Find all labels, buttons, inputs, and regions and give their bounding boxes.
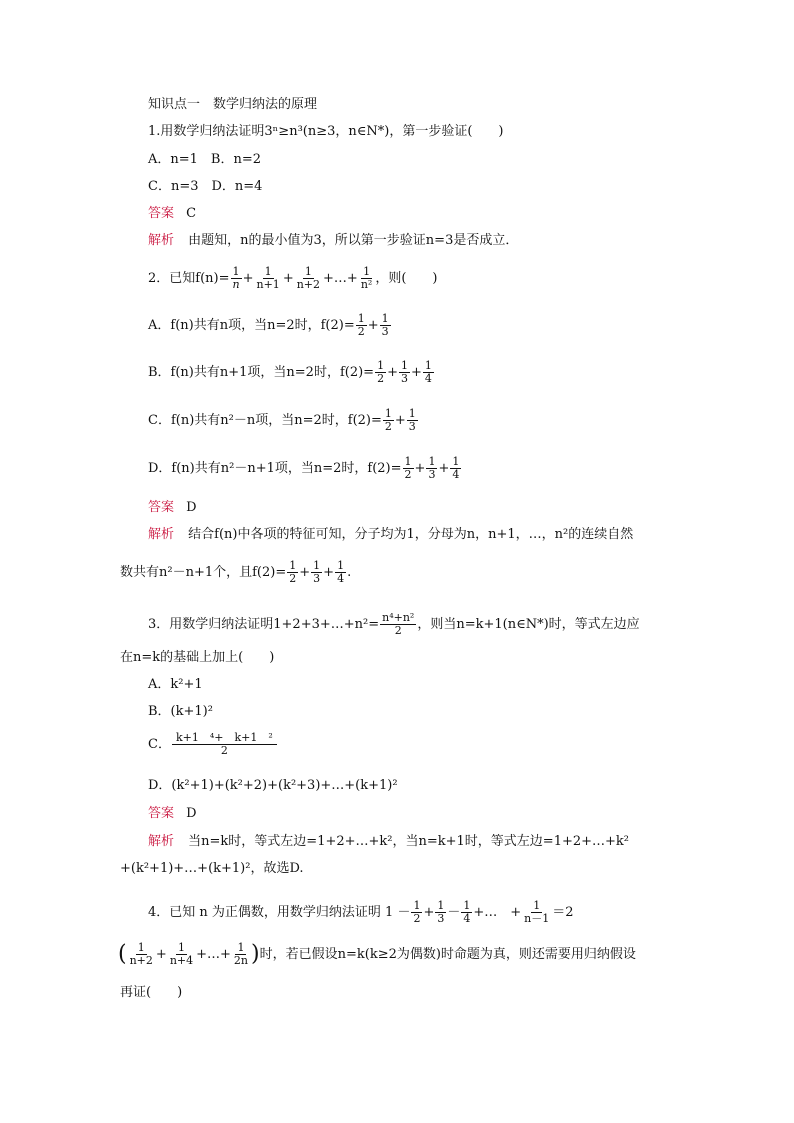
q3-option-b: B．(k+1)² xyxy=(148,704,213,719)
q3-option-d: D．(k²+1)+(k²+2)+(k²+3)+…+(k+1)² xyxy=(148,778,398,793)
q2-answer-label: 答案 xyxy=(148,500,175,515)
q3-analysis-label: 解析 xyxy=(148,834,175,849)
q2-option-c: C．f(n)共有n²－n项，当n=2时，f(2)= $\frac{1}{2}$ + $\frac{1}{3}$ xyxy=(148,407,416,433)
q1-analysis: 由题知，n的最小值为3，所以第一步验证n=3是否成立． xyxy=(188,233,519,248)
q2-analysis-1: 结合f(n)中各项的特征可知，分子均为1，分母为n，n+1，…，n²的连续自然 xyxy=(188,527,634,542)
q2-option-d-text: D．f(n)共有n²－n+1项，当n=2时，f(2)= xyxy=(148,461,402,476)
q3-option-c xyxy=(148,732,278,757)
q4-stem-2: ( $\frac{1}{n+2}$ + $\frac{1}{n+4}$ +…+ $\frac{1}{2n}$ )时，若已假设n=k(k≥2为偶数)时命题为真，则还需要用归纳假设 xyxy=(118,941,636,967)
q3-stem-1-prefix: 3．用数学归纳法证明1+2+3+…+n²= xyxy=(148,617,380,632)
q3-analysis-1: 当n=k时，等式左边=1+2+…+k²，当n=k+1时，等式左边=1+2+…+k² xyxy=(188,834,630,849)
q3-option-c-num: k+1 ⁴+ k+1 ² xyxy=(172,732,277,745)
q1-answer-label: 答案 xyxy=(148,206,175,221)
q1-analysis-label: 解析 xyxy=(148,233,175,248)
q1-stem: 1.用数学归纳法证明3ⁿ≥n³(n≥3，n∈N*)，第一步验证( ) xyxy=(148,124,504,139)
q2-analysis-2-line: 数共有n²－n+1个，且f(2)= $\frac{1}{2}$ + $\frac{1}{3}$ + $\frac{1}{4}$ . xyxy=(120,559,352,585)
q2-analysis-2: 数共有n²－n+1个，且f(2)= xyxy=(120,565,287,580)
q2-option-a-text: A．f(n)共有n项，当n=2时，f(2)= xyxy=(148,318,355,333)
q3-option-a: A．k²+1 xyxy=(148,677,203,692)
q4-stem-1-prefix: 4．已知 n 为正偶数，用数学归纳法证明 1 － xyxy=(148,905,411,920)
q3-analysis-2: +(k²+1)+…+(k+1)²，故选D. xyxy=(120,861,304,876)
q3-option-c-den: 2 xyxy=(220,744,228,757)
q3-option-c-prefix: C． xyxy=(148,737,171,752)
q3-stem-2: 在n=k的基础上加上( ) xyxy=(120,650,275,665)
q3-stem-1-suffix: ，则当n=k+1(n∈N*)时，等式左边应 xyxy=(417,617,640,632)
q1-answer: C xyxy=(186,206,197,221)
q4-stem-3: 再证( ) xyxy=(120,985,183,1000)
q2-option-d: D．f(n)共有n²－n+1项，当n=2时，f(2)= $\frac{1}{2}$ + $\frac{1}{3}$ + $\frac{1}{4}$ xyxy=(148,455,460,481)
section-title: 知识点一 数学归纳法的原理 xyxy=(148,97,318,112)
q3-frac-num: n⁴+n² xyxy=(382,611,415,624)
q1-options-cd: C．n=3 D．n=4 xyxy=(148,179,263,194)
q2-answer: D xyxy=(186,500,197,515)
q3-frac-den: 2 xyxy=(394,624,402,637)
q3-answer-label: 答案 xyxy=(148,806,175,821)
q4-stem-1-eq: ＝2 xyxy=(552,905,574,920)
q2-option-c-text: C．f(n)共有n²－n项，当n=2时，f(2)= xyxy=(148,413,382,428)
q2-stem-suffix: ，则( ) xyxy=(375,271,438,286)
q3-stem-1 xyxy=(148,612,640,637)
q4-stem-2-suffix: 时，若已假设n=k(k≥2为偶数)时命题为真，则还需要用归纳假设 xyxy=(259,947,636,962)
q3-answer: D xyxy=(186,806,197,821)
q4-stem-1: 4．已知 n 为正偶数，用数学归纳法证明 1 － $\frac{1}{2}$ + $\frac{1}{3}$ － $\frac{1}{4}$ +… + $\frac{1}{n-1}$ ＝2 xyxy=(148,899,574,925)
q2-analysis-label: 解析 xyxy=(148,527,175,542)
q1-options-ab: A．n=1 B．n=2 xyxy=(148,152,262,167)
q2-option-b-text: B．f(n)共有n+1项，当n=2时，f(2)= xyxy=(148,365,375,380)
q2-stem: 2．已知f(n)= $\frac{1}{n}$ + $\frac{1}{n+1}$ + $\frac{1}{n+2}$ +…+ $\frac{1}{\text{n²}}$ ，则( ) xyxy=(148,265,438,291)
q2-stem-prefix: 2．已知f(n)= xyxy=(148,271,230,286)
q2-option-b: B．f(n)共有n+1项，当n=2时，f(2)= $\frac{1}{2}$ + $\frac{1}{3}$ + $\frac{1}{4}$ xyxy=(148,359,432,385)
q2-option-a: A．f(n)共有n项，当n=2时，f(2)= $\frac{1}{2}$ + $\frac{1}{3}$ xyxy=(148,312,389,338)
